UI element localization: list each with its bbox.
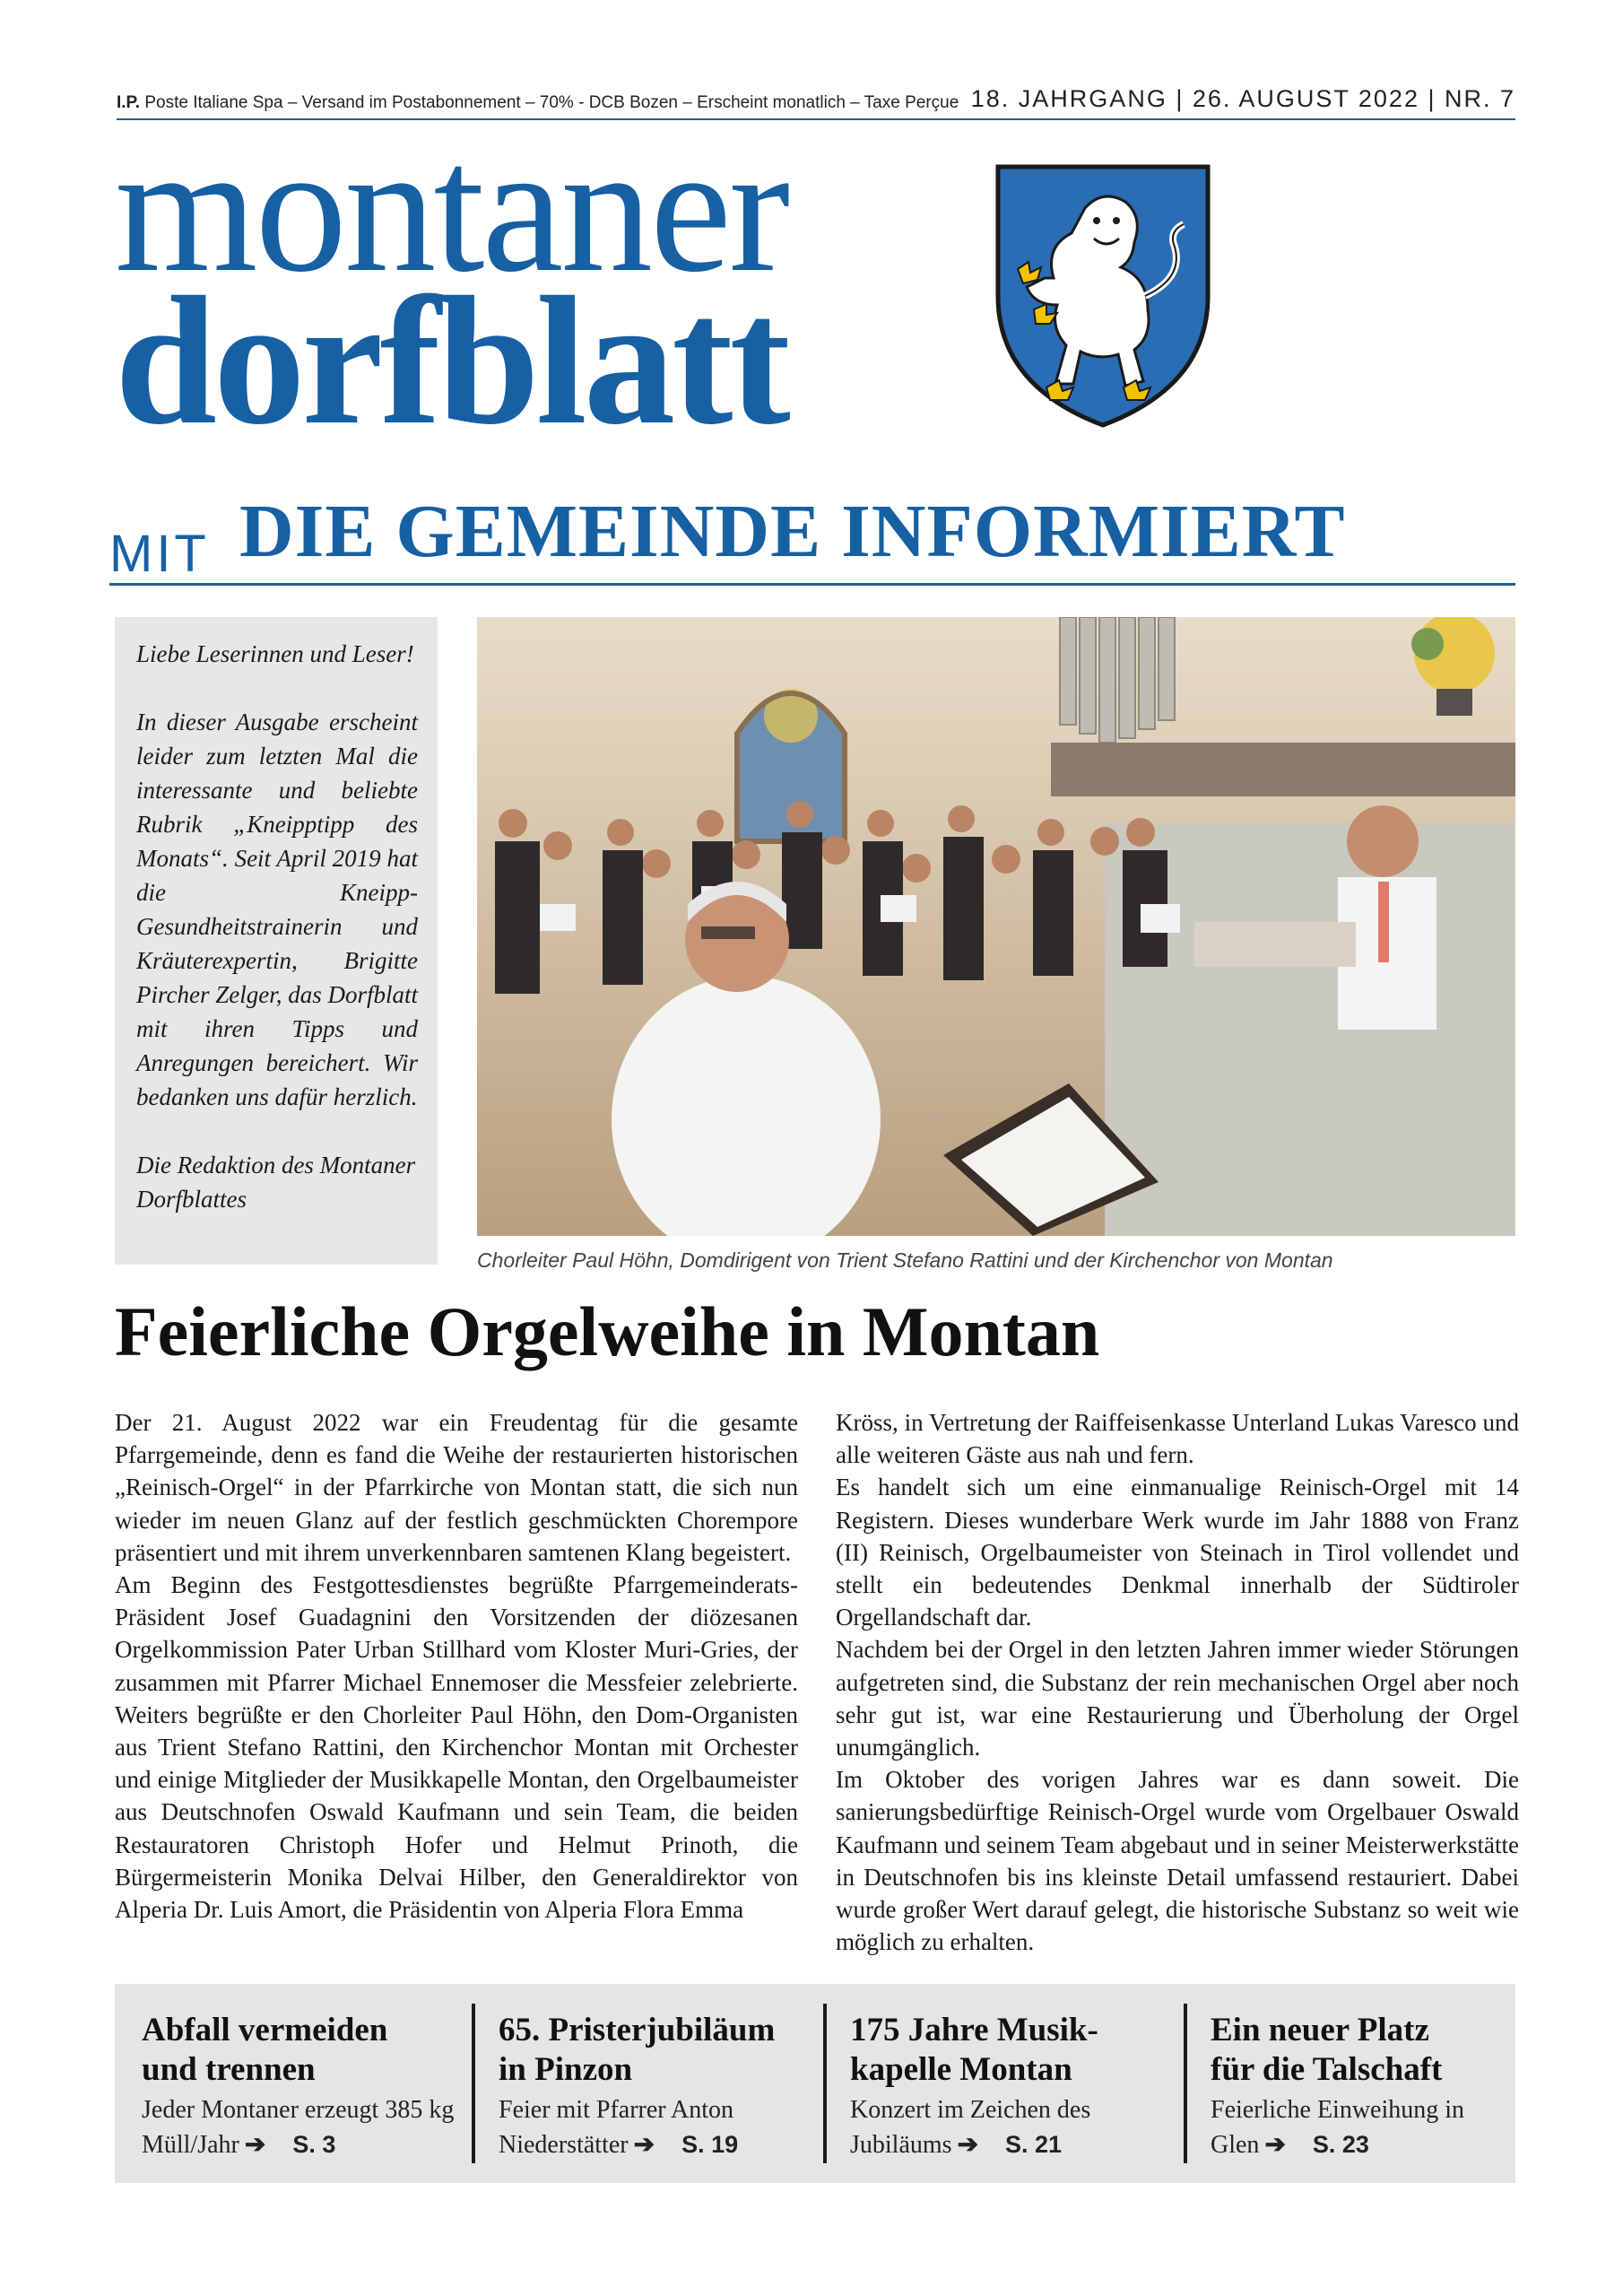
masthead-line2: dorfblatt — [115, 259, 787, 463]
arrow-right-icon: ➔ — [957, 2131, 979, 2159]
teaser-page: S. 3 — [292, 2131, 336, 2158]
teaser-description: Feierliche Einweihung in Glen — [1211, 2096, 1465, 2159]
arrow-right-icon: ➔ — [633, 2131, 655, 2159]
teaser-title: 175 Jahre Musik- kapelle Montan — [850, 2012, 1098, 2088]
postal-text: Poste Italiane Spa – Versand im Postabonnement – 70% - DCB Bozen – Erscheint monatlich – Taxe Perçue — [144, 93, 959, 112]
teaser-description: Jeder Montaner erzeugt 385 kg Müll/Jahr — [142, 2096, 455, 2159]
editorial-note — [115, 617, 438, 1265]
coat-of-arms-icon — [991, 161, 1215, 430]
teaser-title: Ein neuer Platz für die Talschaft — [1211, 2012, 1443, 2088]
article-headline: Feierliche Orgelweihe in Montan — [115, 1292, 1100, 1370]
issue-info: 18. JAHRGANG | 26. AUGUST 2022 | NR. 7 — [970, 85, 1515, 112]
paragraph: Der 21. August 2022 war ein Freudentag für die gesamte Pfarrgemeinde, denn es fand die Weihe der restaurierten historischen „Reinisch-Orgel“ in der Pfarrkirche von Montan statt, die sich nun wieder im neuen Glanz auf der festlich geschmückten Chorempore präsentiert und mit ihrem unverkennbaren samtenen Klang begeistert. — [115, 1409, 798, 1566]
teaser-page: S. 19 — [681, 2131, 739, 2158]
article-column-right — [836, 1406, 1519, 1958]
photo-caption: Chorleiter Paul Höhn, Domdirigent von Trient Stefano Rattini und der Kirchenchor von Montan — [477, 1248, 1333, 1272]
teaser-abfall[interactable] — [115, 1984, 472, 2183]
teaser-text — [499, 2093, 768, 2162]
choir-photo — [477, 617, 1515, 1236]
teaser-text — [1211, 2093, 1480, 2162]
masthead-line1: montaner — [115, 107, 788, 310]
teaser-description: Konzert im Zeichen des Jubiläums — [850, 2096, 1091, 2159]
teaser-page: S. 21 — [1005, 2131, 1063, 2158]
paragraph: Im Oktober des vorigen Jahres war es dann soweit. Die sanierungsbedürftige Reinisch-Orgel wurde vom Orgelbauer Oswald Kaufmann und seinem Team abgebaut und in seiner Meisterwerkstätte in Deutschnofen bis ins kleinste Detail umfassend restauriert. Dabei wurde großer Wert darauf gelegt, die historische Substanz so weit wie möglich zu erhalten. — [836, 1766, 1519, 1956]
editorial-body: In dieser Ausgabe erscheint leider zum letzten Mal die interessante und beliebte Rubrik „Kneipptipp des Monats“. Seit April 2019 hat die Kneipp-Gesundheitstrainerin und Kräuterexpertin, Brigitte Pircher Zelger, das Dorfblatt mit ihren Tipps und Anregungen bereichert. Wir bedanken uns dafür herzlich. — [136, 709, 418, 1110]
teaser-bar — [115, 1984, 1515, 2183]
subtitle-mit: MIT — [109, 525, 210, 583]
paragraph: Kröss, in Vertretung der Raiffeisenkasse Unterland Lukas Varesco und alle weiteren Gäste aus nah und fern. — [836, 1409, 1519, 1469]
editorial-greeting: Liebe Leserinnen und Leser! — [136, 640, 414, 667]
teaser-text — [850, 2093, 1155, 2162]
postal-prefix: I.P. — [117, 93, 141, 112]
paragraph: Nachdem bei der Orgel in den letzten Jahren immer wieder Störungen aufgetreten sind, die Substanz der rein mechanischen Orgel aber noch sehr gut ist, war eine Restaurierung und Überholung der Orgel unumgänglich. — [836, 1636, 1519, 1761]
teaser-title: Abfall vermeiden und trennen — [142, 2012, 388, 2088]
arrow-right-icon: ➔ — [1264, 2131, 1286, 2159]
subtitle-gemeinde: DIE GEMEINDE INFORMIERT — [239, 490, 1346, 573]
teaser-pristerjubilaeum[interactable] — [472, 1984, 823, 2183]
editorial-signature: Die Redaktion des Montaner Dorfblattes — [136, 1152, 416, 1213]
masthead-subtitle — [109, 484, 1515, 586]
teaser-musikkapelle[interactable] — [823, 1984, 1184, 2183]
teaser-page: S. 23 — [1312, 2131, 1369, 2158]
paragraph: Es handelt sich um eine einmanualige Reinisch-Orgel mit 14 Registern. Dieses wunderbare Werk wurde im Jahr 1888 von Franz (II) Reinisch, Orgelbaumeister von Steinach in Tirol vollendet und stellt ein bedeutendes Denkmal innerhalb der Südtiroler Orgellandschaft dar. — [836, 1474, 1519, 1631]
article-column-left — [115, 1406, 798, 1926]
teaser-text — [142, 2093, 464, 2162]
paragraph: Am Beginn des Festgottesdienstes begrüßte Pfarrgemeinderats-Präsident Josef Guadagnini den Vorsitzenden der diözesanen Orgelkommission Pater Urban Stillhard vom Kloster Muri-Gries, der zusammen mit Pfarrer Michael Ennemoser die Messfeier zelebrierte. Weiters begrüßte er den Chorleiter Paul Höhn, den Dom-Organisten aus Trient Stefano Rattini, den Kirchenchor Montan mit Orchester und einige Mitglieder der Musikkapelle Montan, den Orgelbaumeister aus Deutschnofen Oswald Kaufmann und sein Team, die beiden Restauratoren Christoph Hofer und Helmut Prinoth, die Bürgermeisterin Monika Delvai Hilber, den Generaldirektor von Alperia Dr. Luis Amort, die Präsidentin von Alperia Flora Emma — [115, 1571, 798, 1924]
arrow-right-icon: ➔ — [244, 2131, 266, 2159]
teaser-description: Feier mit Pfarrer Anton Niederstätter — [499, 2096, 734, 2159]
teaser-neuer-platz[interactable] — [1184, 1984, 1515, 2183]
teaser-title: 65. Pristerjubiläum in Pinzon — [499, 2012, 776, 2088]
